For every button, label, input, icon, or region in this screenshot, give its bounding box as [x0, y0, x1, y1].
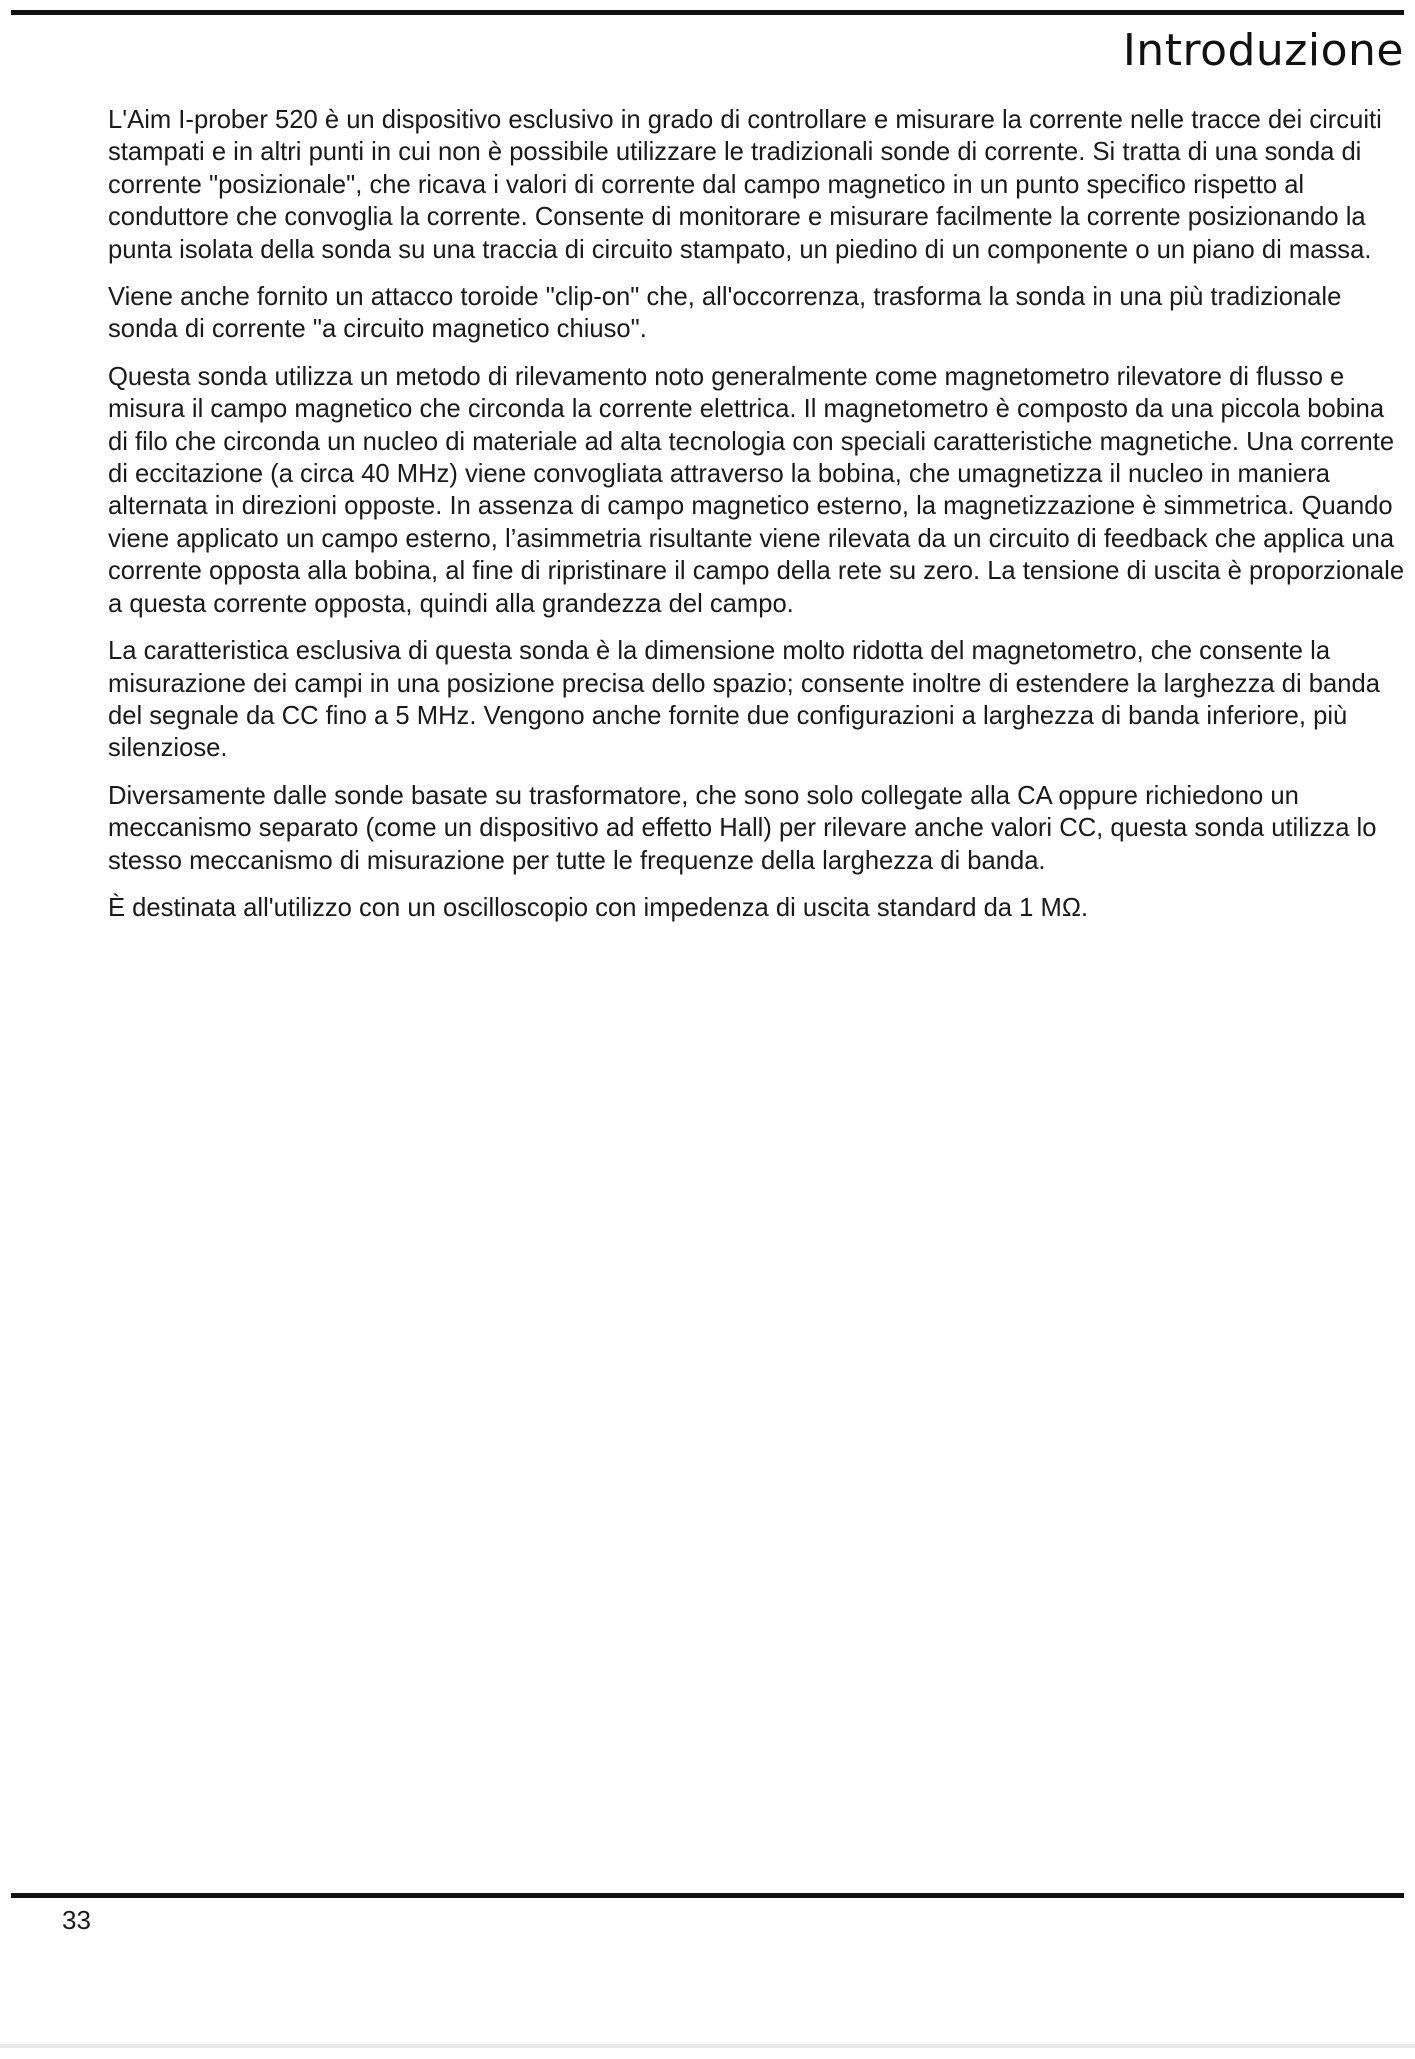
paragraph-bandwidth: La caratteristica esclusiva di questa sonda è la dimensione molto ridotta del magnetometro, che consente la misurazione dei campi in una posizione precisa dello spazio; consente inoltre di estendere la larghezza di banda del segnale da CC fino a 5 MHz. Vengono anche fornite due configurazioni a larghezza di banda inferiore, più silenziose. [108, 637, 1380, 763]
paragraph-clip-on: Viene anche fornito un attacco toroide "clip-on" che, all'occorrenza, trasforma la sonda in una più tradizionale sonda di corrente "a circuito magnetico chiuso". [108, 283, 1342, 344]
footer-rule [11, 1893, 1404, 1898]
paragraph-oscilloscope: È destinata all'utilizzo con un oscilloscopio con impedenza di uscita standard da 1 MΩ. [108, 893, 1089, 922]
paragraph-intro: L'Aim I-prober 520 è un dispositivo esclusivo in grado di controllare e misurare la corrente nelle tracce dei circuiti stampati e in altri punti in cui non è possibile utilizzare le tradizionali sonde di corrente. Si tratta di una sonda di corrente "posizionale", che ricava i valori di corrente dal campo magnetico in un punto specifico rispetto al conduttore che convoglia la corrente. Consente di monitorare e misurare facilmente la corrente posizionando la punta isolata della sonda su una traccia di circuito stampato, un piedino di un componente o un piano di massa. [108, 106, 1382, 264]
paragraph-comparison: Diversamente dalle sonde basate su trasformatore, che sono solo collegate alla CA oppure richiedono un meccanismo separato (come un dispositivo ad effetto Hall) per rilevare anche valori CC, questa sonda utilizza lo stesso meccanismo di misurazione per tutte le frequenze della larghezza di banda. [108, 781, 1377, 875]
section-title: Introduzione [1122, 25, 1404, 76]
body-text [108, 104, 1408, 939]
page-number: 33 [62, 1905, 91, 1935]
header-rule [11, 10, 1404, 15]
page-edge [0, 2044, 1415, 2048]
paragraph-magnetometer: Questa sonda utilizza un metodo di rilevamento noto generalmente come magnetometro rilevatore di flusso e misura il campo magnetico che circonda la corrente elettrica. Il magnetometro è composto da una piccola bobina di filo che circonda un nucleo di materiale ad alta tecnologia con speciali caratteristiche magnetiche. Una corrente di eccitazione (a circa 40 MHz) viene convogliata attraverso la bobina, che umagnetizza il nucleo in maniera alternata in direzioni opposte. In assenza di campo magnetico esterno, la magnetizzazione è simmetrica. Quando viene applicato un campo esterno, l’asimmetria risultante viene rilevata da un circuito di feedback che applica una corrente opposta alla bobina, al fine di ripristinare il campo della rete su zero. La tensione di uscita è proporzionale a questa corrente opposta, quindi alla grandezza del campo. [108, 362, 1405, 618]
